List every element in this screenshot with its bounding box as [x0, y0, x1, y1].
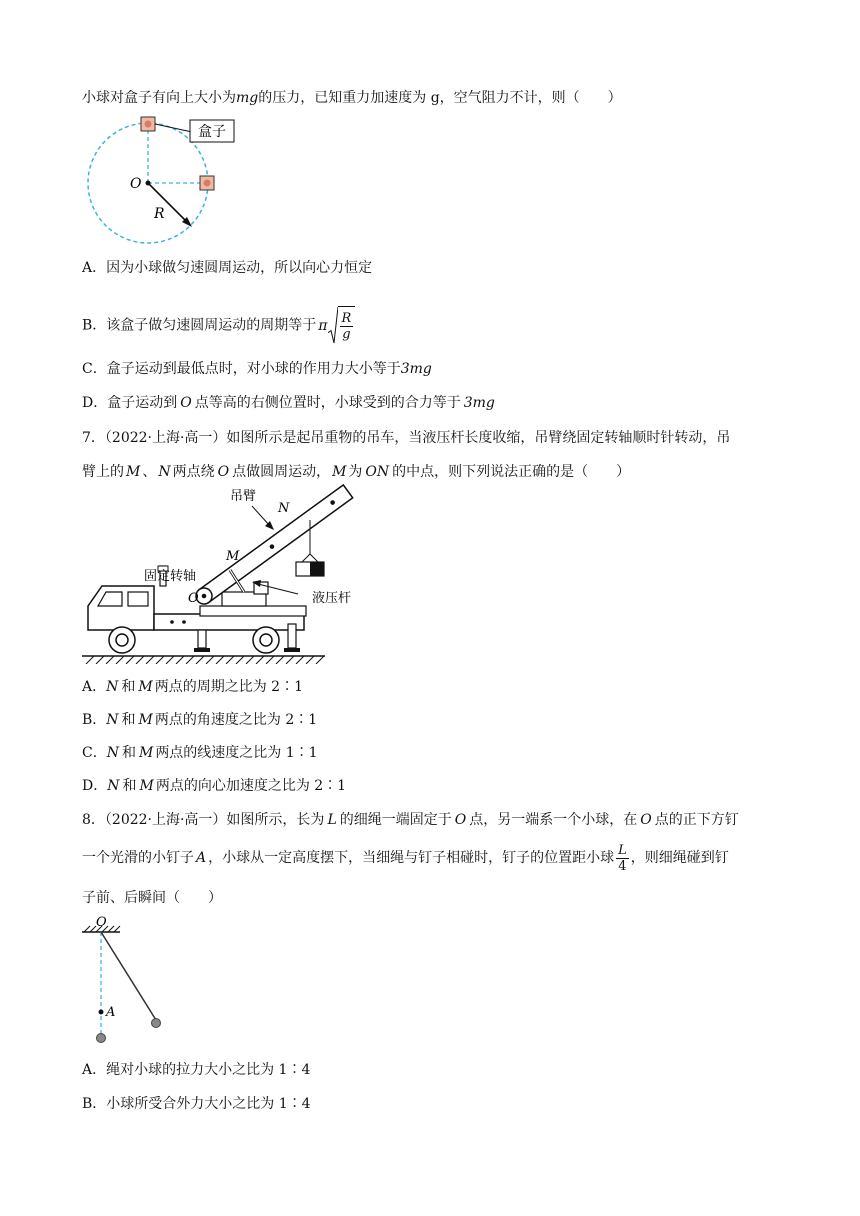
- label-o: O: [188, 591, 199, 606]
- q7-option-a: A．N 和 M 两点的周期之比为 2∶1: [82, 679, 303, 695]
- label-a: A: [106, 1005, 116, 1020]
- q8-stem-line1: 8．（2022·上海·高一）如图所示，长为 L 的细绳一端固定于 O 点，另一端系一个小球，在 O 点的正下方钉: [82, 812, 739, 828]
- q6-stem-text: 小球对盒子有向上大小为: [82, 90, 236, 106]
- ball-swinging: [152, 1019, 161, 1028]
- label-n: N: [278, 501, 290, 516]
- q7-option-b: B．N 和 M 两点的角速度之比为 2∶1: [82, 712, 318, 728]
- arm-label: 吊臂: [230, 489, 257, 504]
- q6-option-b: B．该盒子做匀速圆周运动的周期等于 π $\frac{R}{g}$: [82, 306, 355, 345]
- q6-option-a: A．因为小球做匀速圆周运动，所以向心力恒定: [82, 260, 373, 276]
- box-label: 盒子: [198, 124, 226, 140]
- q8-option-b: B．小球所受合外力大小之比为 1∶4: [82, 1096, 311, 1112]
- q6-figure: [82, 112, 262, 247]
- nail-a: [99, 1010, 104, 1015]
- q7-stem-line1: 7．（2022·上海·高一）如图所示是起吊重物的吊车，当液压杆长度收缩，吊臂绕固定转轴顺时针转动，吊: [82, 430, 731, 446]
- q8-stem-line2: 一个光滑的小钉子 A ，小球从一定高度摆下，当细绳与钉子相碰时，钉子的位置距小球 $\frac{L}{4}$ ，则细绳碰到钉: [82, 842, 729, 874]
- q6-stem-mg: mg: [236, 90, 259, 106]
- q7-option-d: D．N 和 M 两点的向心加速度之比为 2∶1: [82, 778, 347, 794]
- ball-bottom: [97, 1034, 106, 1043]
- pivot-o: [202, 594, 207, 599]
- q6-stem-text-2: 的压力，已知重力加速度为 g，空气阻力不计，则（ ）: [258, 90, 622, 106]
- crane-arm: [199, 485, 352, 603]
- axis-label: 固定转轴: [144, 569, 197, 584]
- q6-stem: [82, 88, 622, 108]
- radius-label: R: [154, 206, 165, 222]
- q6-option-d: D．盒子运动到 O 点等高的右侧位置时，小球受到的合力等于 3mg: [82, 395, 495, 411]
- q8-stem-line3: 子前、后瞬间（ ）: [82, 890, 222, 906]
- fraction-l-over-4: $\frac{L}{4}$: [618, 842, 627, 874]
- piston-label: 液压杆: [312, 591, 352, 606]
- label-m: M: [226, 549, 240, 564]
- label-o: O: [96, 916, 107, 930]
- sqrt-expression: [328, 306, 356, 345]
- q7-stem-line2: 臂上的 M 、 N 两点绕 O 点做圆周运动， M 为 ON 的中点，则下列说法正确的是（ ）: [82, 464, 631, 480]
- center-label: O: [130, 176, 142, 192]
- q7-option-c: C．N 和 M 两点的线速度之比为 1∶1: [82, 745, 318, 761]
- q6-option-c: C．盒子运动到最低点时，对小球的作用力大小等于3mg: [82, 361, 432, 377]
- q7-crane-figure: [80, 484, 370, 664]
- q8-pendulum-figure: [78, 916, 178, 1048]
- fraction-r-over-g: $\frac{R}{g}$: [341, 310, 352, 342]
- q8-option-a: A．绳对小球的拉力大小之比为 1∶4: [82, 1062, 311, 1078]
